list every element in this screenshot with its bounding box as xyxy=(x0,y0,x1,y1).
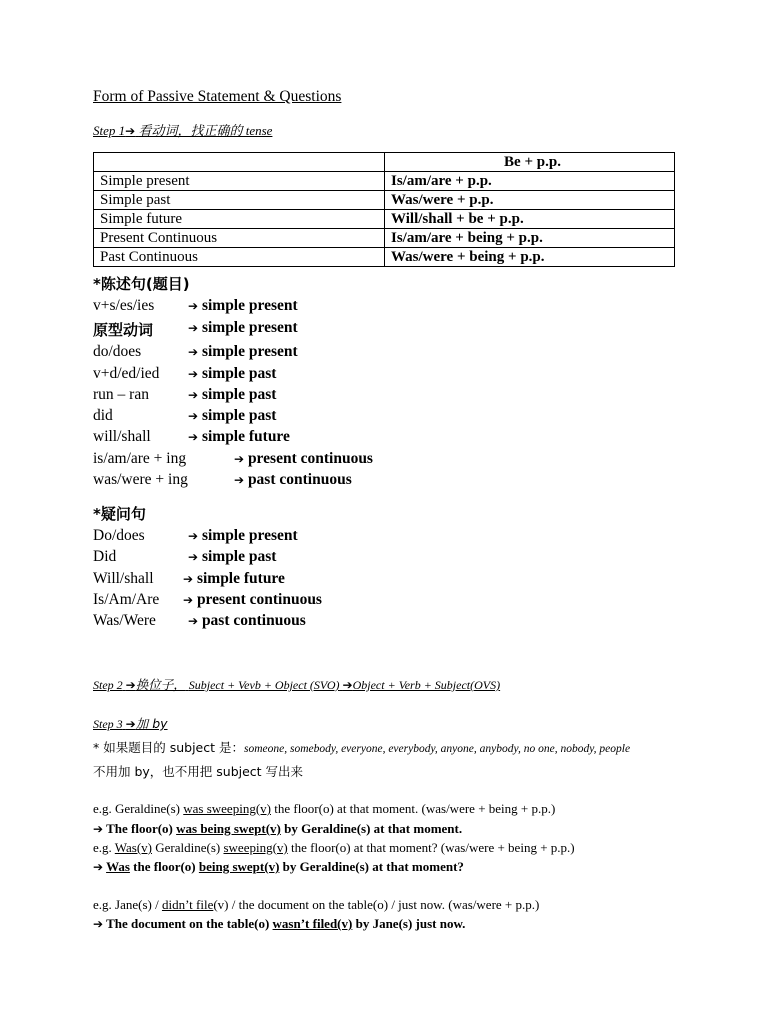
rule-value: simple present xyxy=(201,527,298,544)
arrow-icon: ➔ xyxy=(188,388,199,402)
rule-value: simple past xyxy=(201,365,277,382)
rule-key: was/were + ing xyxy=(93,471,188,488)
tense-form: Was/were + p.p. xyxy=(385,191,675,210)
arrow-icon: ➔ xyxy=(188,430,199,444)
text-span: the floor(o) at that moment. (was/were + being + p.p.) xyxy=(270,801,556,816)
rule-value: simple present xyxy=(201,297,298,314)
rule-key: 原型动词 xyxy=(93,321,154,339)
statement-rule xyxy=(93,319,298,340)
question-rule xyxy=(93,612,306,630)
rule-value: simple past xyxy=(201,386,277,403)
tense-form: Was/were + being + p.p. xyxy=(385,248,675,267)
rule-value: past continuous xyxy=(247,471,352,488)
arrow-icon: ➔ xyxy=(188,550,199,564)
arrow-icon: ➔ xyxy=(93,860,104,874)
example-3-sentence xyxy=(93,897,539,913)
step3-label: Step 3 xyxy=(93,717,123,731)
rule-value: simple past xyxy=(201,548,277,565)
statement-rule xyxy=(93,386,277,404)
rule-key: Was/Were xyxy=(93,612,156,629)
table-row xyxy=(94,172,675,191)
rule-key: will/shall xyxy=(93,428,151,445)
table-header-cell xyxy=(94,153,385,172)
rule-key: v+d/ed/ied xyxy=(93,365,160,382)
tense-name: Present Continuous xyxy=(94,229,385,248)
note-line-1 xyxy=(93,738,630,757)
rule-value: present continuous xyxy=(247,450,373,467)
tense-table xyxy=(93,152,675,267)
question-rule xyxy=(93,527,298,545)
step2-text: Subject + Vevb + Object (SVO) xyxy=(188,678,340,692)
note-cn: * 如果题目的 subject 是： xyxy=(93,740,244,755)
rule-key: Is/Am/Are xyxy=(93,591,160,608)
text-span: The document on the table(o) xyxy=(106,916,273,931)
arrow-icon: ➔ xyxy=(125,678,136,692)
statement-rule xyxy=(93,407,277,425)
statement-rule xyxy=(93,297,298,315)
arrow-icon: ➔ xyxy=(93,822,104,836)
table-row xyxy=(94,229,675,248)
text-span: by Geraldine(s) at that moment? xyxy=(279,859,464,874)
arrow-icon: ➔ xyxy=(234,452,245,466)
rule-value: simple present xyxy=(201,343,298,360)
rule-value: past continuous xyxy=(201,612,306,629)
arrow-icon: ➔ xyxy=(188,345,199,359)
table-header-row xyxy=(94,153,675,172)
verb-underlined: sweeping(v) xyxy=(223,840,288,855)
arrow-icon: ➔ xyxy=(125,124,136,138)
arrow-icon: ➔ xyxy=(342,678,353,692)
verb-underlined: Was(v) xyxy=(114,840,153,855)
verb-underlined: was sweeping(v) xyxy=(183,801,271,816)
question-rule xyxy=(93,591,322,609)
arrow-icon: ➔ xyxy=(188,367,199,381)
rule-key: v+s/es/ies xyxy=(93,297,155,314)
verb-underlined: didn’t file xyxy=(161,897,214,912)
rule-key: run – ran xyxy=(93,386,149,403)
arrow-icon: ➔ xyxy=(93,917,104,931)
text-span: (v) / the document on the table(o) / just now. (was/were + p.p.) xyxy=(213,897,540,912)
table-header-cell: Be + p.p. xyxy=(385,153,675,172)
rule-value: simple present xyxy=(201,319,298,336)
text-span: e.g. xyxy=(93,840,115,855)
rule-key: do/does xyxy=(93,343,142,360)
step2-label: Step 2 xyxy=(93,678,123,692)
step3-line xyxy=(93,714,168,732)
tense-form: Is/am/are + p.p. xyxy=(385,172,675,191)
rule-value: simple future xyxy=(201,428,290,445)
text-span: by Geraldine(s) at that moment. xyxy=(280,821,463,836)
rule-key: is/am/are + ing xyxy=(93,450,187,467)
step2-line xyxy=(93,675,500,693)
text-span: the floor(o) at that moment? (was/were + being + p.p.) xyxy=(287,840,575,855)
text-span: the floor(o) xyxy=(129,859,199,874)
arrow-icon: ➔ xyxy=(188,409,199,423)
arrow-icon: ➔ xyxy=(183,572,194,586)
arrow-icon: ➔ xyxy=(183,593,194,607)
arrow-icon: ➔ xyxy=(188,299,199,313)
statement-rule xyxy=(93,428,290,446)
step3-text: 加 by xyxy=(135,716,168,731)
note-list: someone, somebody, everyone, everybody, anyone, anybody, no one, nobody, people xyxy=(243,743,631,755)
verb-underlined: was being swept(v) xyxy=(176,821,281,836)
example-2-passive xyxy=(93,859,464,875)
text-span: e.g. Geraldine(s) xyxy=(93,801,184,816)
table-row xyxy=(94,191,675,210)
rule-value: simple future xyxy=(196,570,285,587)
tense-name: Simple future xyxy=(94,210,385,229)
question-rule xyxy=(93,570,285,588)
tense-name: Simple present xyxy=(94,172,385,191)
step2-cn: 换位子， xyxy=(135,677,186,692)
step1-label: Step 1 xyxy=(93,123,126,138)
tense-form: Will/shall + be + p.p. xyxy=(385,210,675,229)
text-span: Geraldine(s) xyxy=(152,840,224,855)
rule-value: simple past xyxy=(201,407,277,424)
statement-heading: *陈述句(题目) xyxy=(93,275,190,293)
statement-rule xyxy=(93,343,298,361)
table-row xyxy=(94,210,675,229)
statement-rule xyxy=(93,450,373,468)
text-span: e.g. Jane(s) / xyxy=(93,897,162,912)
statement-rule xyxy=(93,365,277,383)
rule-key: Will/shall xyxy=(93,570,154,587)
example-1-sentence xyxy=(93,801,555,817)
step2-text-b: Object + Verb + Subject(OVS) xyxy=(352,678,501,692)
arrow-icon: ➔ xyxy=(188,614,199,628)
rule-key: did xyxy=(93,407,113,424)
arrow-icon: ➔ xyxy=(188,529,199,543)
rule-value: present continuous xyxy=(196,591,322,608)
step1-text: 看动词，找正确的 tense xyxy=(138,123,273,138)
rule-key: Did xyxy=(93,548,117,565)
tense-name: Simple past xyxy=(94,191,385,210)
question-rule xyxy=(93,548,277,566)
arrow-icon: ➔ xyxy=(234,473,245,487)
tense-name: Past Continuous xyxy=(94,248,385,267)
tense-form: Is/am/are + being + p.p. xyxy=(385,229,675,248)
example-1-passive xyxy=(93,821,462,837)
table-row xyxy=(94,248,675,267)
statement-rule xyxy=(93,471,352,489)
question-heading: *疑问句 xyxy=(93,505,146,523)
rule-key: Do/does xyxy=(93,527,145,544)
arrow-icon: ➔ xyxy=(188,321,199,335)
text-span: by Jane(s) just now. xyxy=(352,916,466,931)
page-title: Form of Passive Statement & Questions xyxy=(93,88,342,105)
example-2-sentence xyxy=(93,840,575,856)
verb-underlined: Was xyxy=(106,859,130,874)
example-3-passive xyxy=(93,916,465,932)
arrow-icon: ➔ xyxy=(125,717,136,731)
text-span: The floor(o) xyxy=(106,821,177,836)
verb-underlined: wasn’t filed(v) xyxy=(272,916,353,931)
step1-line xyxy=(93,120,272,139)
verb-underlined: being swept(v) xyxy=(198,859,280,874)
note-line-2: 不用加 by，也不用把 subject 写出来 xyxy=(93,764,304,779)
